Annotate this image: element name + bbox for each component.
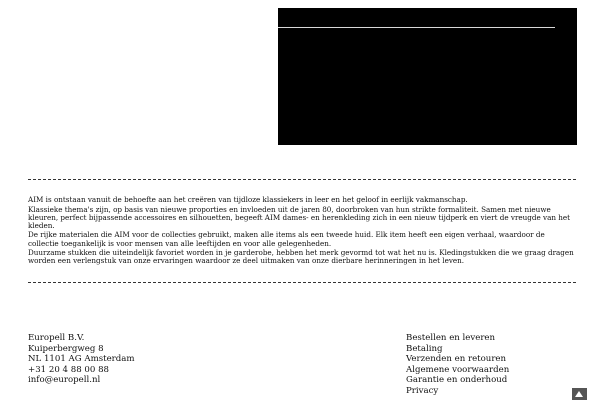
about-section [28,196,576,267]
footer-link-warranty[interactable]: Garantie en onderhoud [406,375,508,386]
footer-link-shipping-returns[interactable]: Verzenden en retouren [406,354,507,365]
footer-link-privacy[interactable]: Privacy [406,385,439,396]
company-name: Europell B.V. [28,333,85,343]
section-divider-top [28,179,576,180]
back-to-top-button[interactable] [572,388,587,400]
about-paragraph: De rijke materialen die AIM voor de collecties gebruikt, maken alle items als een tweede huid. Elk item heeft een eigen verhaal, waardoor de collectie toegankelijk is voor mensen van alle leeftijden en voor alle gelegenheden. [28,230,545,248]
about-paragraph: Duurzame stukken die uiteindelijk favoriet worden in je garderobe, hebben het merk gevormd tot wat het nu is. Kledingstukken die we graag dragen worden een verlengstuk van onze ervaringen waardoor ze deel uitmaken van onze dierbare herinneringen in het leven. [28,248,574,266]
footer-link-ordering[interactable]: Bestellen en leveren [406,333,496,343]
email-address: info@europell.nl [28,375,101,386]
footer-link-terms[interactable]: Algemene voorwaarden [406,364,510,375]
section-divider-bottom [28,282,576,283]
hero-image [278,8,577,145]
phone-number: +31 20 4 88 00 88 [28,364,110,375]
about-paragraph: Klassieke thema's zijn, op basis van nieuwe proporties en invloeden uit de jaren 80, doorbroken van hun strikte formaliteit. Samen met nieuwe kleuren, perfect bijpassende accessoires en silhouetten, begeeft AIM dames- en herenkleding zich in een nieuw tijdperk en viert de vreugde van het kleden. [28,204,571,230]
footer-link-payment[interactable]: Betaling [406,343,443,354]
footer-address [28,333,135,386]
hero-divider-line [278,27,555,28]
footer-links [406,333,509,397]
about-paragraph: AIM is ontstaan vanuit de behoefte aan het creëren van tijdloze klassiekers in leer en het geloof in eerlijk vakmanschap. [28,195,468,204]
postal-city: NL 1101 AG Amsterdam [28,354,135,365]
street-address: Kuiperbergweg 8 [28,343,104,354]
